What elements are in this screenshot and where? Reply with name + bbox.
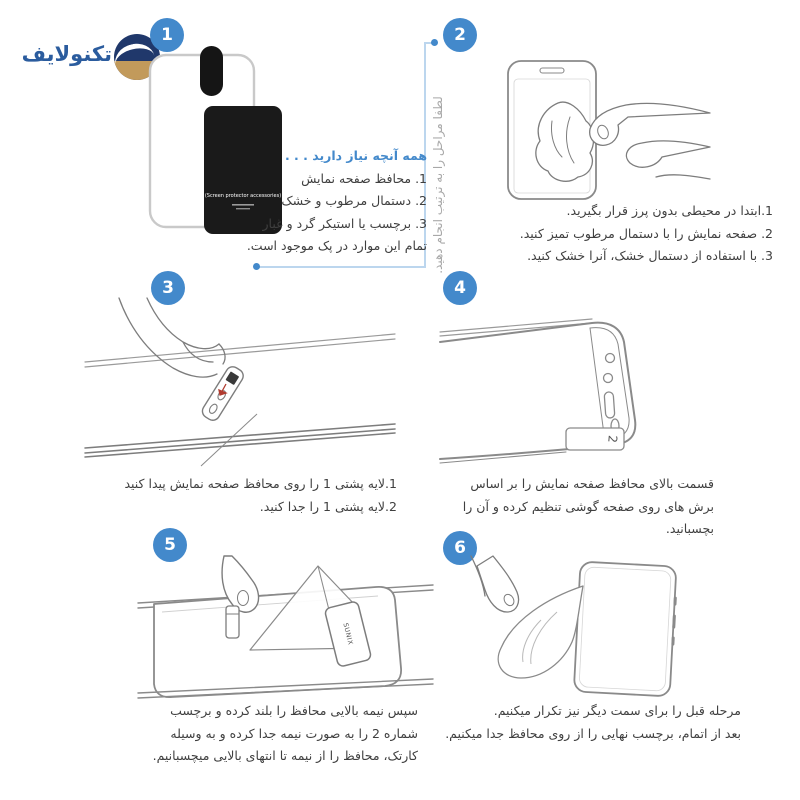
step-1-line: 1. محافظ صفحه نمایش	[301, 170, 427, 186]
step-4-line: بچسبانید.	[665, 521, 714, 536]
step-4-line: برش های روی صفحه گوشی تنظیم کرده و آن را	[462, 498, 714, 514]
arm-outline	[119, 298, 217, 377]
step-3-number: 3	[162, 278, 174, 298]
step-6-text	[445, 700, 741, 745]
step-5-line: شماره 2 را به صورت نیمه جدا کرده و به وسیله	[170, 725, 418, 741]
step-2-line: 2. صفحه نمایش را با دستمال مرطوب تمیز کنید.	[519, 225, 773, 241]
step-4-number: 4	[454, 278, 466, 298]
finger-outline	[147, 298, 219, 349]
connector-line	[258, 266, 424, 268]
squeegee-card-label: SUNIX	[341, 622, 355, 646]
step-2-line: 1.ابتدا در محیطی بدون پرز قرار بگیرید.	[566, 203, 773, 218]
step-4-illustration-align-top	[440, 302, 720, 464]
step-6-number: 6	[454, 538, 466, 558]
step-5-illustration-apply-half	[138, 556, 433, 701]
step-2-text	[520, 200, 773, 268]
step-6-line: مرحله قبل را برای سمت دیگر نیز تکرار میکنیم.	[493, 703, 741, 718]
step-3-line: 1.لایه پشتی 1 را روی محافظ صفحه نمایش پیدا کنید	[124, 476, 397, 491]
step-5-text	[153, 700, 418, 768]
step-2-illustration-cleaning	[500, 55, 710, 205]
step-5-number: 5	[164, 535, 176, 555]
step-2-line: 3. با استفاده از دستمال خشک، آنرا خشک کنید.	[527, 248, 773, 263]
vertical-note: لطفا مراحل را به ترتیب انجام دهید.	[431, 96, 445, 274]
step-1-text	[247, 145, 427, 258]
package-label: (Screen protector accessories)	[204, 193, 282, 199]
step-2-number: 2	[454, 25, 466, 45]
hand-finger	[626, 141, 710, 167]
step-2-badge	[443, 18, 477, 52]
step-4-text	[463, 473, 714, 541]
step-3-line: 2.لایه پشتی 1 را جدا کنید.	[259, 498, 397, 514]
step-4-line: قسمت بالای محافظ صفحه نمایش را بر اساس	[470, 476, 714, 491]
step-3-illustration-peel-backing	[85, 298, 395, 470]
step-1-line: 3. برچسب یا استیکر گرد و غبار	[262, 215, 427, 231]
step-5-line: کارتک، محافظ را از نیمه تا انتهای بالایی میچسبانیم.	[152, 748, 418, 763]
logo-wordmark: تکنولایف	[21, 42, 112, 66]
step-3-text	[124, 473, 397, 518]
connector-dot	[431, 39, 438, 46]
step-6-illustration-remove-final	[465, 556, 705, 701]
connector-dot	[253, 263, 260, 270]
step-6-line: بعد از اتمام، برچسب نهایی را از روی محافظ جدا میکنیم.	[445, 725, 741, 741]
film-tab	[226, 606, 239, 638]
phone-body	[574, 562, 677, 697]
applicator-tool	[200, 46, 223, 96]
step-4-badge	[443, 271, 477, 305]
cloth	[536, 102, 594, 181]
tab-2-label: 2	[605, 434, 620, 444]
step-1-line: تمام این موارد در پک موجود است.	[246, 238, 427, 253]
step-1-line: 2. دستمال مرطوب و خشک	[281, 193, 427, 208]
step-5-line: سپس نیمه بالایی محافظ را بلند کرده و برچسب	[170, 703, 418, 718]
hand	[477, 556, 519, 612]
hand	[590, 103, 710, 145]
hand-thumb	[656, 175, 710, 179]
step-1-number: 1	[161, 25, 173, 45]
step-1-title: همه آنچه نیاز دارید . . .	[284, 148, 427, 163]
